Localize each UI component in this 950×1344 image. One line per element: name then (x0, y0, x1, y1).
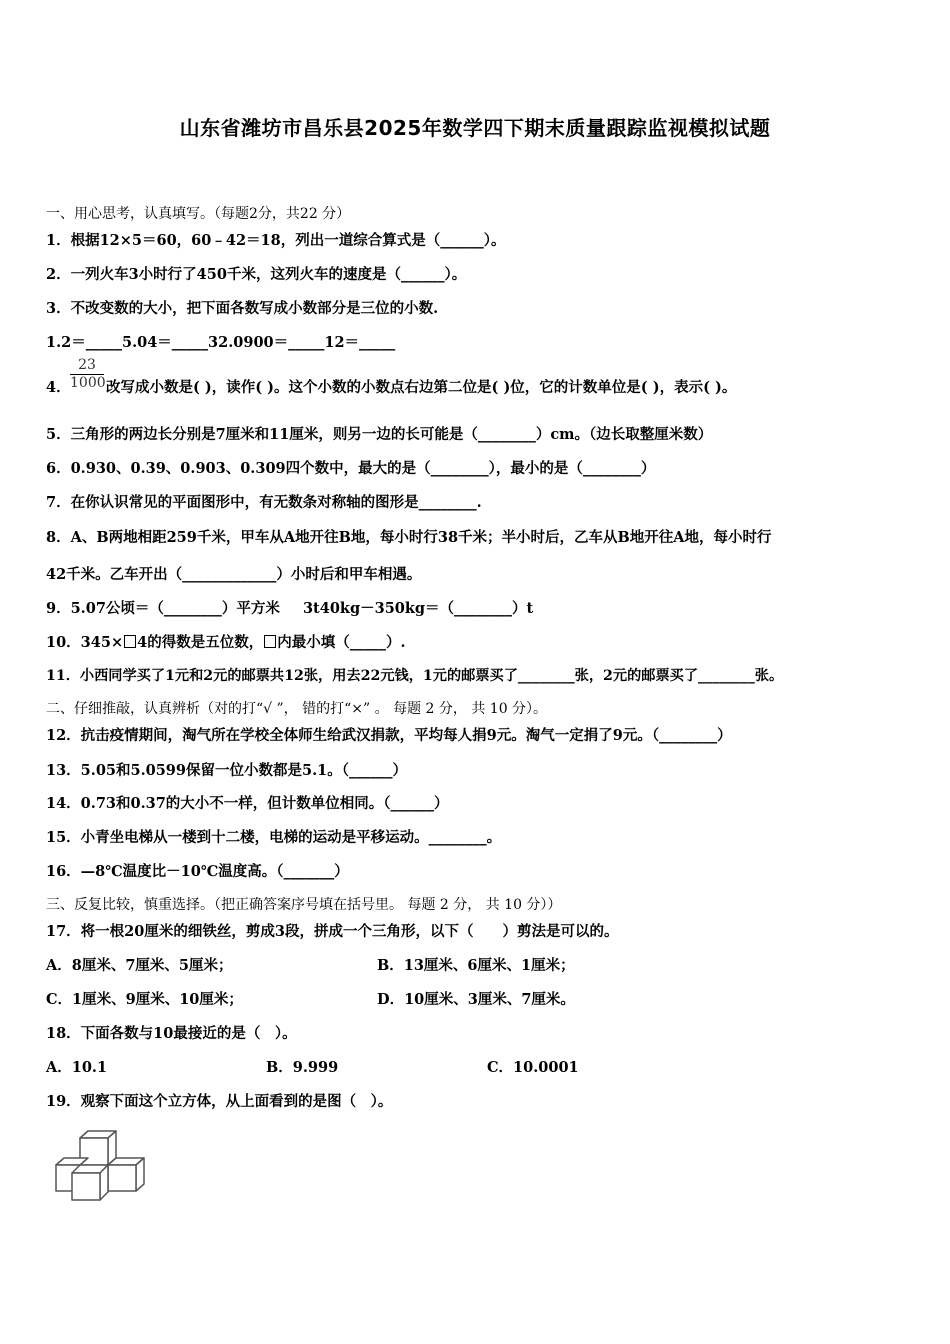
question-3-answers: 1.2＝_____5.04＝_____32.0900＝_____12＝_____ (46, 334, 396, 351)
question-10-part-c: 内最小填（_____）. (277, 634, 406, 651)
question-18-option-a: A．10.1 (46, 1059, 108, 1076)
section-3-heading: 三、反复比较，慎重选择。（把正确答案序号填在括号里。 每题 2 分， 共 10 分）） (46, 897, 562, 913)
question-16: 16．—8℃温度比－10℃温度高。（_______） (46, 863, 349, 880)
question-17-option-a: A．8厘米、7厘米、5厘米； (46, 957, 233, 974)
question-17-option-b: B．13厘米、6厘米、1厘米； (377, 957, 575, 974)
question-4-prefix: 4． (46, 379, 71, 396)
question-13: 13．5.05和5.0599保留一位小数都是5.1。（______） (46, 762, 407, 779)
question-15: 15．小青坐电梯从一楼到十二楼，电梯的运动是平移运动。________。 (46, 829, 502, 846)
question-1: 1．根据12×5＝60，60﹣42＝18，列出一道综合算式是（______）。 (46, 232, 506, 249)
question-10 (46, 631, 406, 652)
fraction-denominator: 1000 (70, 375, 106, 391)
question-10-part-a: 10．345× (46, 634, 124, 651)
question-14: 14．0.73和0.37的大小不一样，但计数单位相同。（______） (46, 795, 449, 812)
question-2: 2．一列火车3小时行了450千米，这列火车的速度是（______）。 (46, 266, 467, 283)
question-18: 18．下面各数与10最接近的是（ ）。 (46, 1025, 297, 1042)
fraction-numerator: 23 (78, 357, 96, 373)
cube-stack-figure (52, 1128, 148, 1204)
question-11: 11．小西同学买了1元和2元的邮票共12张，用去22元钱，1元的邮票买了________张，2元的邮票买了________张。 (46, 668, 784, 684)
page-title: 山东省潍坊市昌乐县2025年数学四下期末质量跟踪监视模拟试题 (179, 116, 771, 140)
question-10-part-b: 4的得数是五位数， (137, 634, 264, 651)
question-8-line-2: 42千米。乙车开出（_____________）小时后和甲车相遇。 (46, 566, 422, 583)
cube-front-front (72, 1173, 100, 1200)
question-17-option-c: C．1厘米、9厘米、10厘米； (46, 991, 243, 1008)
section-2-heading: 二、仔细推敲，认真辨析（对的打“√ ”， 错的打“×” 。 每题 2 分， 共 10 分）。 (46, 701, 548, 717)
blank-square-icon (264, 635, 276, 648)
question-18-option-b: B．9.999 (266, 1059, 339, 1076)
question-5: 5．三角形的两边长分别是7厘米和11厘米，则另一边的长可能是（________）cm。（边长取整厘米数） (46, 426, 713, 443)
cube-right-front (108, 1165, 136, 1191)
question-17: 17．将一根20厘米的细铁丝，剪成3段，拼成一个三角形，以下（ ）剪法是可以的。 (46, 923, 619, 940)
question-12: 12．抗击疫情期间，淘气所在学校全体师生给武汉捐款，平均每人捐9元。淘气一定捐了9元。（________） (46, 727, 732, 744)
question-18-option-c: C．10.0001 (487, 1059, 579, 1076)
question-7: 7．在你认识常见的平面图形中，有无数条对称轴的图形是________. (46, 494, 482, 511)
question-17-option-d: D．10厘米、3厘米、7厘米。 (377, 991, 575, 1008)
fraction-23-1000 (70, 358, 104, 391)
section-1-heading: 一、用心思考，认真填写。（每题2分，共22 分） (46, 206, 351, 222)
blank-square-icon (124, 635, 136, 648)
question-6: 6．0.930、0.39、0.903、0.309四个数中，最大的是（________），最小的是（________） (46, 460, 656, 477)
question-19: 19．观察下面这个立方体，从上面看到的是图（ ）。 (46, 1093, 393, 1110)
question-3: 3．不改变数的大小，把下面各数写成小数部分是三位的小数. (46, 300, 439, 317)
question-8-line-1: 8．A、B两地相距259千米，甲车从A地开往B地，每小时行38千米；半小时后，乙车从B地开往A地，每小时行 (46, 529, 772, 546)
question-4: 改写成小数是( )，读作( )。这个小数的小数点右边第二位是( )位，它的计数单位是( )，表示( )。 (106, 379, 737, 396)
question-9: 9．5.07公顷＝（________）平方米 3t40kg－350kg＝（________）t (46, 600, 534, 617)
